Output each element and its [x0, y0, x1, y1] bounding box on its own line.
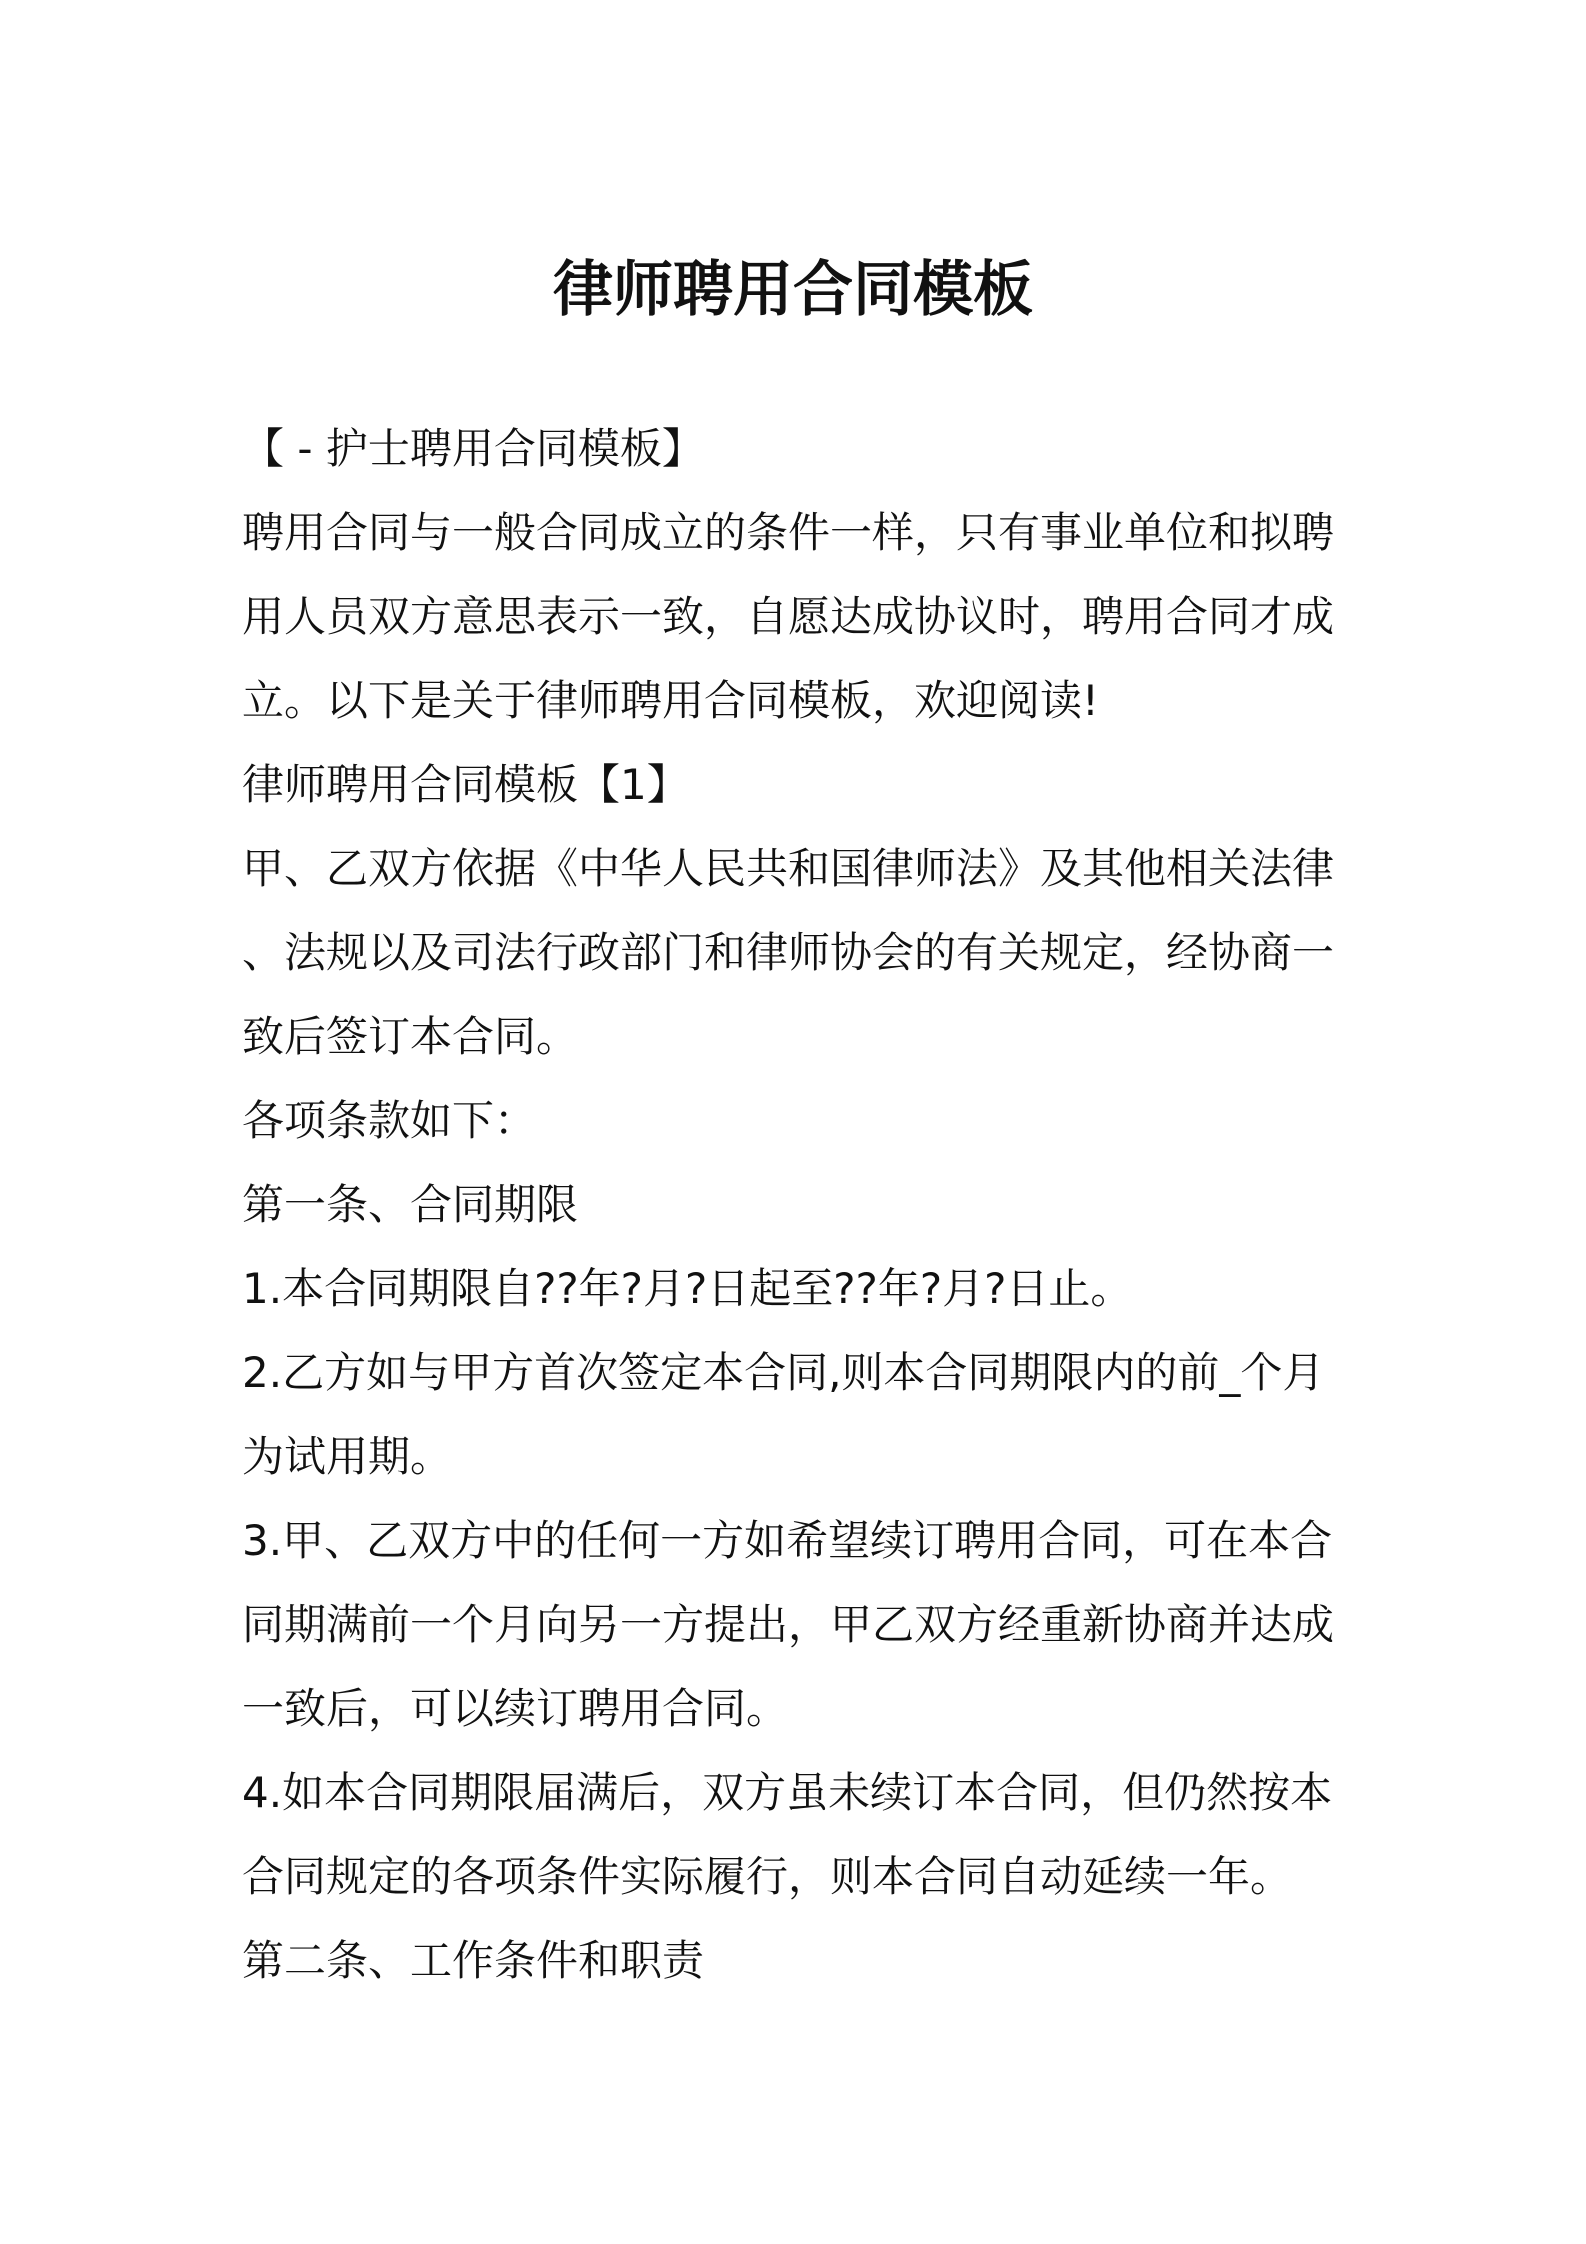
article-1-heading: 第一条、合同期限 — [242, 1180, 579, 1229]
template-heading-1: 律师聘用合同模板【1】 — [242, 760, 689, 809]
clause-1-3-line-2: 同期满前一个月向另一方提出，甲乙双方经重新协商并达成 — [242, 1600, 1335, 1649]
clause-1-4-line-2: 合同规定的各项条件实际履行，则本合同自动延续一年。 — [242, 1852, 1293, 1901]
intro-paragraph-line-3: 立。以下是关于律师聘用合同模板，欢迎阅读! — [242, 676, 1099, 725]
clause-1-3-line-3: 一致后，可以续订聘用合同。 — [242, 1684, 789, 1733]
preamble-line-3: 致后签订本合同。 — [242, 1012, 579, 1061]
section-heading-nurse-template: 【 - 护士聘用合同模板】 — [242, 424, 704, 473]
document-body — [242, 407, 1362, 2003]
clause-1-4-line-1: 4.如本合同期限届满后，双方虽未续订本合同，但仍然按本 — [242, 1768, 1333, 1817]
clause-1-1: 1.本合同期限自??年?月?日起至??年?月?日止。 — [242, 1264, 1133, 1313]
preamble-line-2: 、法规以及司法行政部门和律师协会的有关规定，经协商一 — [242, 928, 1335, 977]
intro-paragraph-line-1: 聘用合同与一般合同成立的条件一样，只有事业单位和拟聘 — [242, 508, 1335, 557]
article-2-heading: 第二条、工作条件和职责 — [242, 1936, 705, 1985]
clause-1-3-line-1: 3.甲、乙双方中的任何一方如希望续订聘用合同，可在本合 — [242, 1516, 1333, 1565]
terms-intro: 各项条款如下： — [242, 1096, 537, 1145]
clause-1-2-line-2: 为试用期。 — [242, 1432, 453, 1481]
intro-paragraph-line-2: 用人员双方意思表示一致，自愿达成协议时，聘用合同才成 — [242, 592, 1335, 641]
preamble-line-1: 甲、乙双方依据《中华人民共和国律师法》及其他相关法律 — [242, 844, 1335, 893]
document-title: 律师聘用合同模板 — [553, 255, 1033, 325]
clause-1-2-line-1: 2.乙方如与甲方首次签定本合同,则本合同期限内的前_个月 — [242, 1348, 1325, 1397]
